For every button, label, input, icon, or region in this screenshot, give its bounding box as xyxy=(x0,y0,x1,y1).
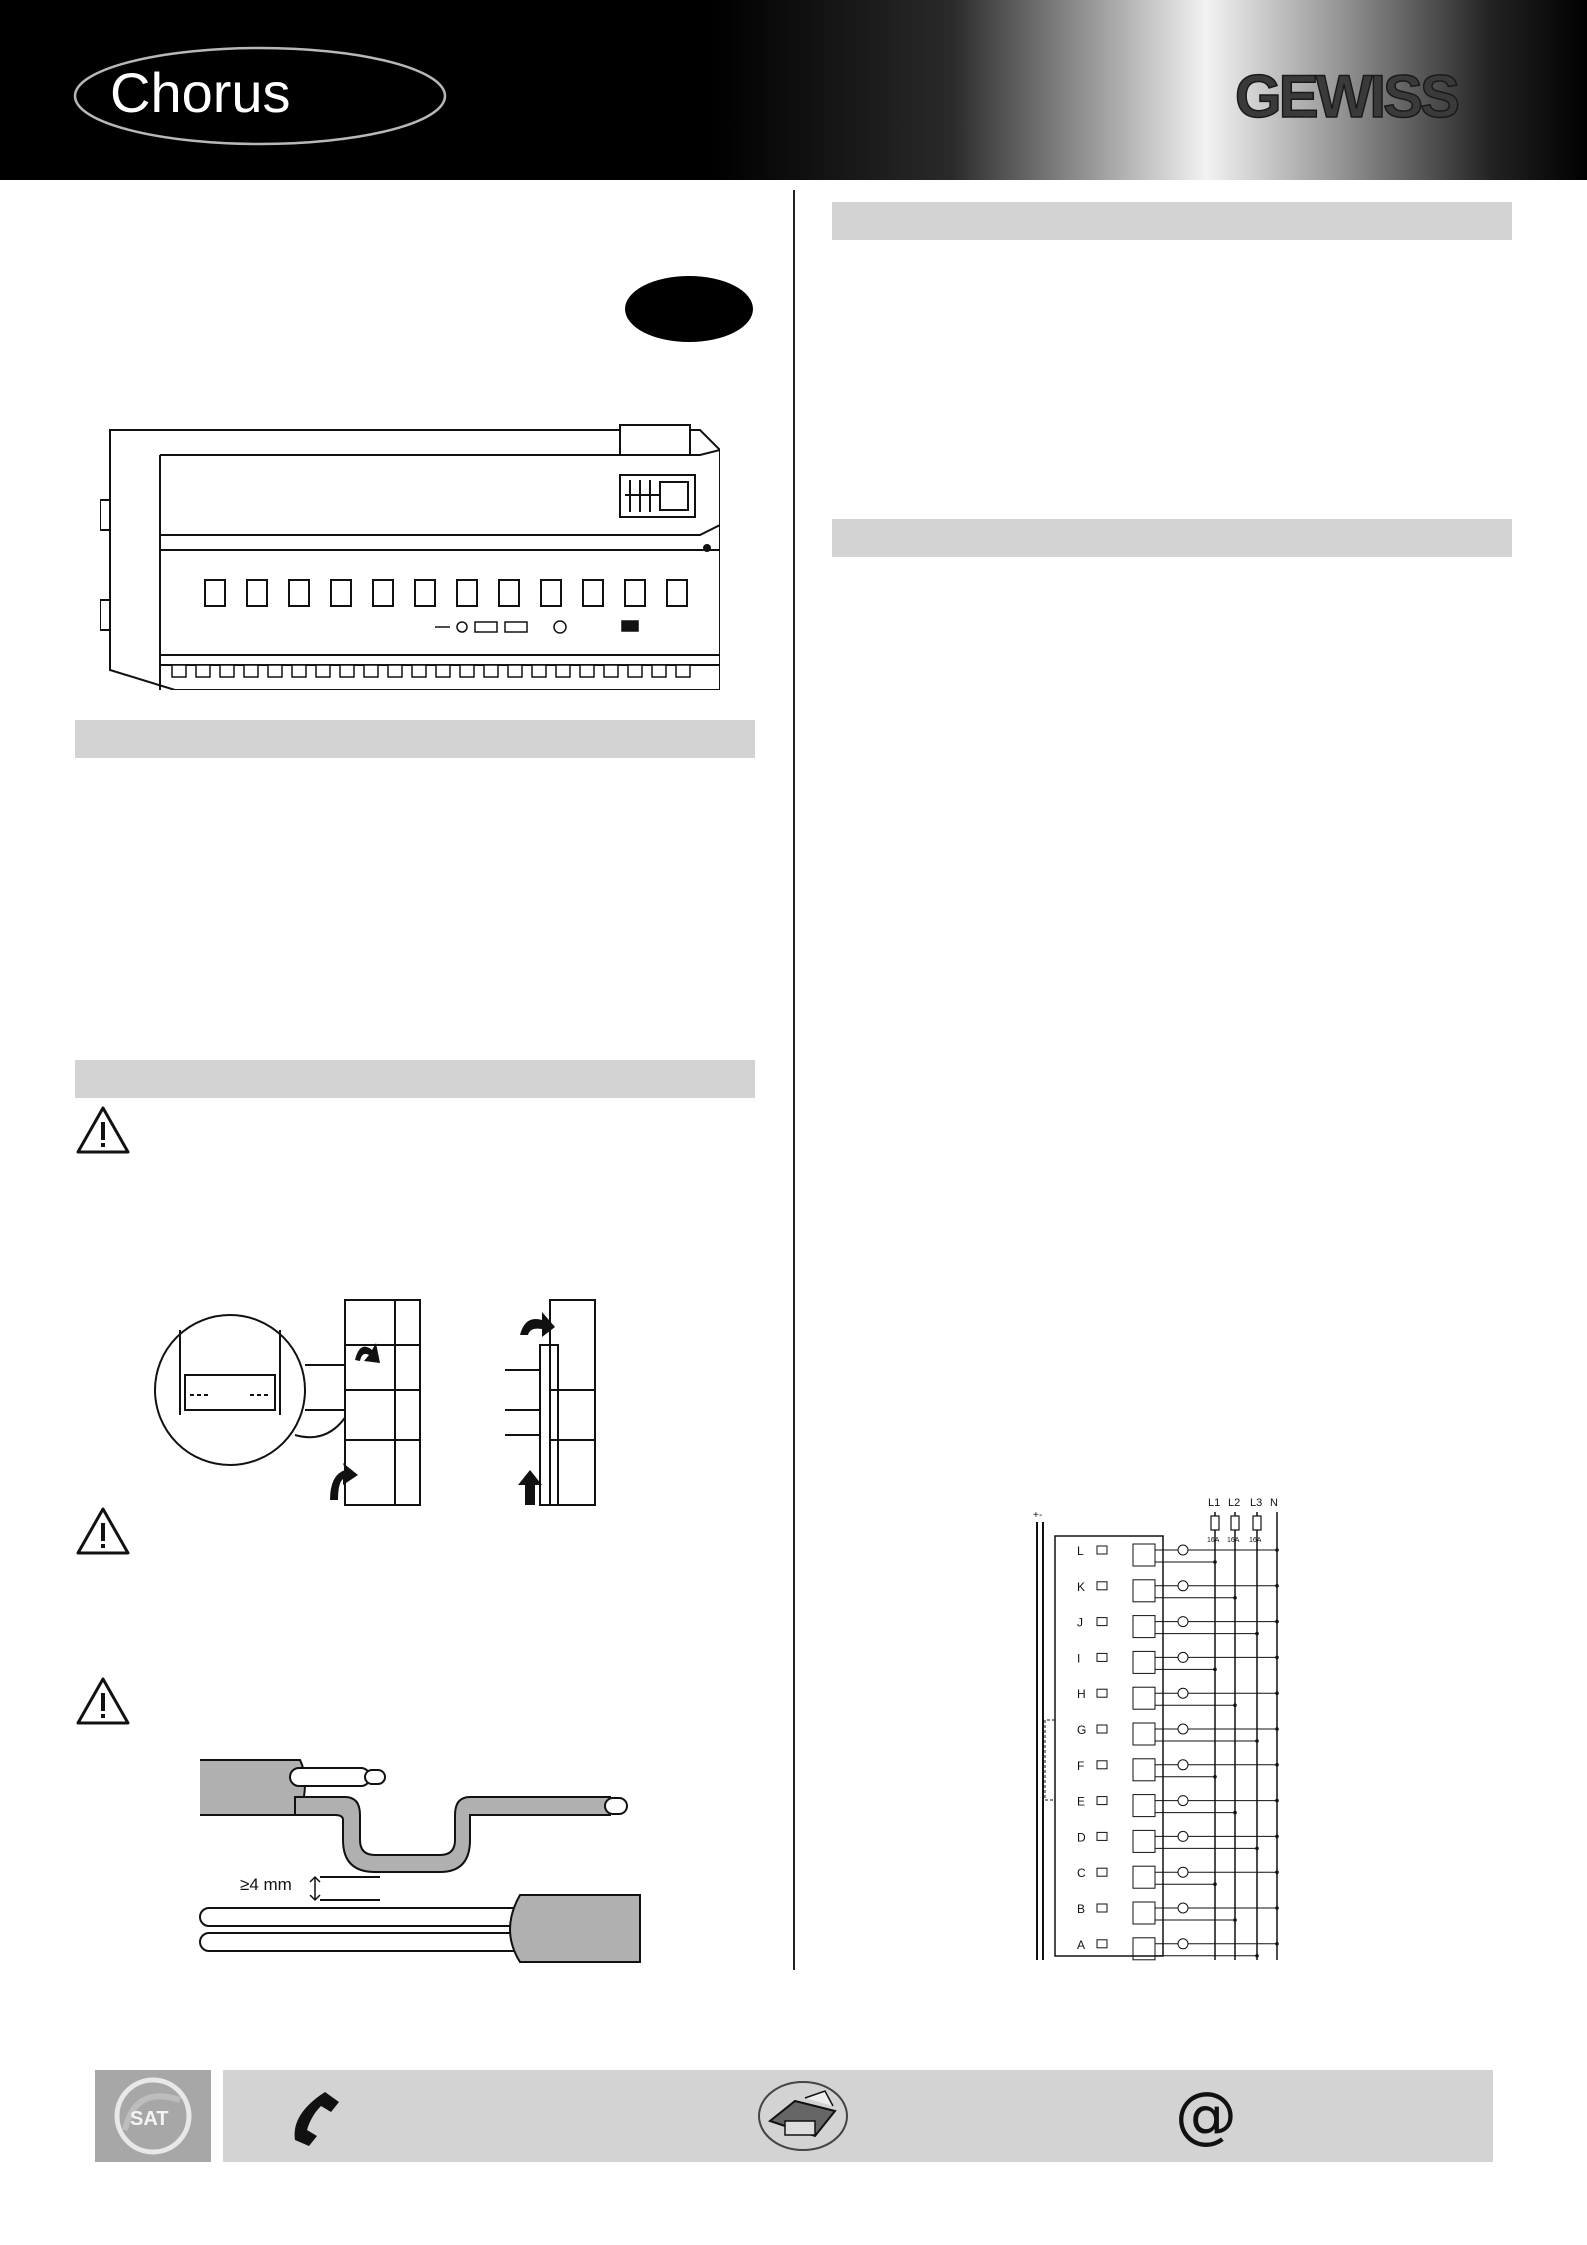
junction-dot xyxy=(1213,1882,1217,1886)
sat-service-badge xyxy=(95,2070,211,2162)
page-header xyxy=(0,0,1587,180)
lamp-icon xyxy=(1178,1796,1188,1806)
channel-label-j: J xyxy=(1077,1615,1083,1630)
din-rail-mounting-illustration xyxy=(150,1295,630,1515)
junction-dot xyxy=(1275,1620,1279,1624)
phase-label-l3: L3 xyxy=(1250,1497,1263,1509)
relay-coil-icon xyxy=(1097,1761,1107,1769)
wiring-diagram-svg xyxy=(1025,1490,1305,1965)
channel-label-l: L xyxy=(1077,1544,1084,1558)
channel-label-c: C xyxy=(1077,1866,1086,1881)
junction-dot xyxy=(1233,1596,1237,1600)
fuse-rating-label: 16A xyxy=(1207,1537,1220,1544)
junction-dot xyxy=(1233,1703,1237,1707)
output-terminal xyxy=(1133,1651,1155,1673)
sat-logo xyxy=(95,2070,211,2162)
junction-dot xyxy=(1233,1811,1237,1815)
column-divider xyxy=(793,190,795,1970)
language-badge xyxy=(625,276,753,342)
output-terminal xyxy=(1133,1866,1155,1888)
junction-dot xyxy=(1255,1739,1259,1743)
sat-label: SAT xyxy=(130,2108,169,2130)
section-bar-right-1 xyxy=(832,202,1512,240)
junction-dot xyxy=(1275,1584,1279,1588)
supply-minus-label: - xyxy=(1039,1510,1043,1521)
channel-label-k: K xyxy=(1077,1579,1086,1594)
channel-label-f: F xyxy=(1077,1758,1085,1773)
actuator-box xyxy=(1055,1536,1163,1956)
output-terminal xyxy=(1133,1544,1155,1566)
junction-dot xyxy=(1275,1942,1279,1946)
lamp-icon xyxy=(1178,1652,1188,1662)
lamp-icon xyxy=(1178,1617,1188,1627)
cable-separation-illustration xyxy=(180,1740,650,1970)
lamp-icon xyxy=(1178,1903,1188,1913)
phase-label-l1: L1 xyxy=(1208,1497,1221,1509)
chorus-logo xyxy=(70,40,460,150)
relay-coil-icon xyxy=(1097,1725,1107,1733)
channel-label-h: H xyxy=(1077,1687,1086,1702)
warning-icon xyxy=(75,1105,131,1155)
phase-label-n: N xyxy=(1270,1497,1278,1509)
gewiss-logo-text: GEWISS xyxy=(1235,65,1458,125)
junction-dot xyxy=(1275,1691,1279,1695)
output-terminal xyxy=(1133,1759,1155,1781)
phone-icon xyxy=(283,2088,341,2148)
relay-coil-icon xyxy=(1097,1797,1107,1805)
lamp-icon xyxy=(1178,1688,1188,1698)
spacing-dimension-label: ≥4 mm xyxy=(240,1875,292,1894)
relay-coil-icon xyxy=(1097,1940,1107,1948)
output-terminal xyxy=(1133,1687,1155,1709)
junction-dot xyxy=(1275,1548,1279,1552)
relay-coil-icon xyxy=(1097,1653,1107,1661)
relay-coil-icon xyxy=(1097,1582,1107,1590)
email-icon: @ xyxy=(1175,2078,1237,2151)
fuse-icon xyxy=(1253,1516,1261,1530)
channel-label-b: B xyxy=(1077,1902,1086,1916)
output-terminal xyxy=(1133,1616,1155,1638)
lamp-icon xyxy=(1178,1831,1188,1841)
channel-label-d: D xyxy=(1077,1830,1086,1845)
junction-dot xyxy=(1275,1870,1279,1874)
fuse-rating-label: 16A xyxy=(1227,1537,1240,1544)
relay-coil-icon xyxy=(1097,1689,1107,1697)
output-terminal xyxy=(1133,1580,1155,1602)
fuse-icon xyxy=(1211,1516,1219,1530)
section-bar-left-2 xyxy=(75,1060,755,1098)
section-bar-right-2 xyxy=(832,519,1512,557)
chorus-logo-text: Chorus xyxy=(110,61,291,124)
channel-label-g: G xyxy=(1077,1723,1087,1737)
junction-dot xyxy=(1213,1668,1217,1672)
junction-dot xyxy=(1255,1847,1259,1851)
actuator-device-illustration xyxy=(100,420,720,690)
output-terminal xyxy=(1133,1795,1155,1817)
supply-plus-label: + xyxy=(1033,1510,1039,1521)
relay-coil-icon xyxy=(1097,1904,1107,1912)
wiring-diagram xyxy=(1025,1490,1305,1965)
junction-dot xyxy=(1275,1835,1279,1839)
junction-dot xyxy=(1275,1656,1279,1660)
phase-label-l2: L2 xyxy=(1228,1497,1241,1509)
output-terminal xyxy=(1133,1902,1155,1924)
lamp-icon xyxy=(1178,1545,1188,1555)
channel-label-a: A xyxy=(1077,1937,1086,1952)
relay-coil-icon xyxy=(1097,1868,1107,1876)
contact-bar xyxy=(223,2070,1493,2162)
fuse-rating-label: 16A xyxy=(1249,1537,1262,1544)
junction-dot xyxy=(1213,1775,1217,1779)
bus-connection-bracket xyxy=(1045,1720,1055,1800)
warning-icon xyxy=(75,1506,131,1556)
output-terminal xyxy=(1133,1830,1155,1852)
lamp-icon xyxy=(1178,1867,1188,1877)
junction-dot xyxy=(1275,1727,1279,1731)
channel-label-e: E xyxy=(1077,1794,1086,1809)
channel-label-i: I xyxy=(1077,1651,1081,1666)
lamp-icon xyxy=(1178,1760,1188,1770)
relay-coil-icon xyxy=(1097,1618,1107,1626)
lamp-icon xyxy=(1178,1724,1188,1734)
junction-dot xyxy=(1255,1632,1259,1636)
relay-coil-icon xyxy=(1097,1832,1107,1840)
output-terminal xyxy=(1133,1723,1155,1745)
section-bar-left-1 xyxy=(75,720,755,758)
junction-dot xyxy=(1213,1560,1217,1564)
fuse-icon xyxy=(1231,1516,1239,1530)
junction-dot xyxy=(1255,1954,1259,1958)
junction-dot xyxy=(1275,1799,1279,1803)
junction-dot xyxy=(1275,1763,1279,1767)
junction-dot xyxy=(1275,1906,1279,1910)
fax-icon xyxy=(755,2076,850,2156)
lamp-icon xyxy=(1178,1939,1188,1949)
gewiss-logo xyxy=(1235,65,1515,125)
junction-dot xyxy=(1233,1918,1237,1922)
relay-coil-icon xyxy=(1097,1546,1107,1554)
warning-icon xyxy=(75,1676,131,1726)
lamp-icon xyxy=(1178,1581,1188,1591)
